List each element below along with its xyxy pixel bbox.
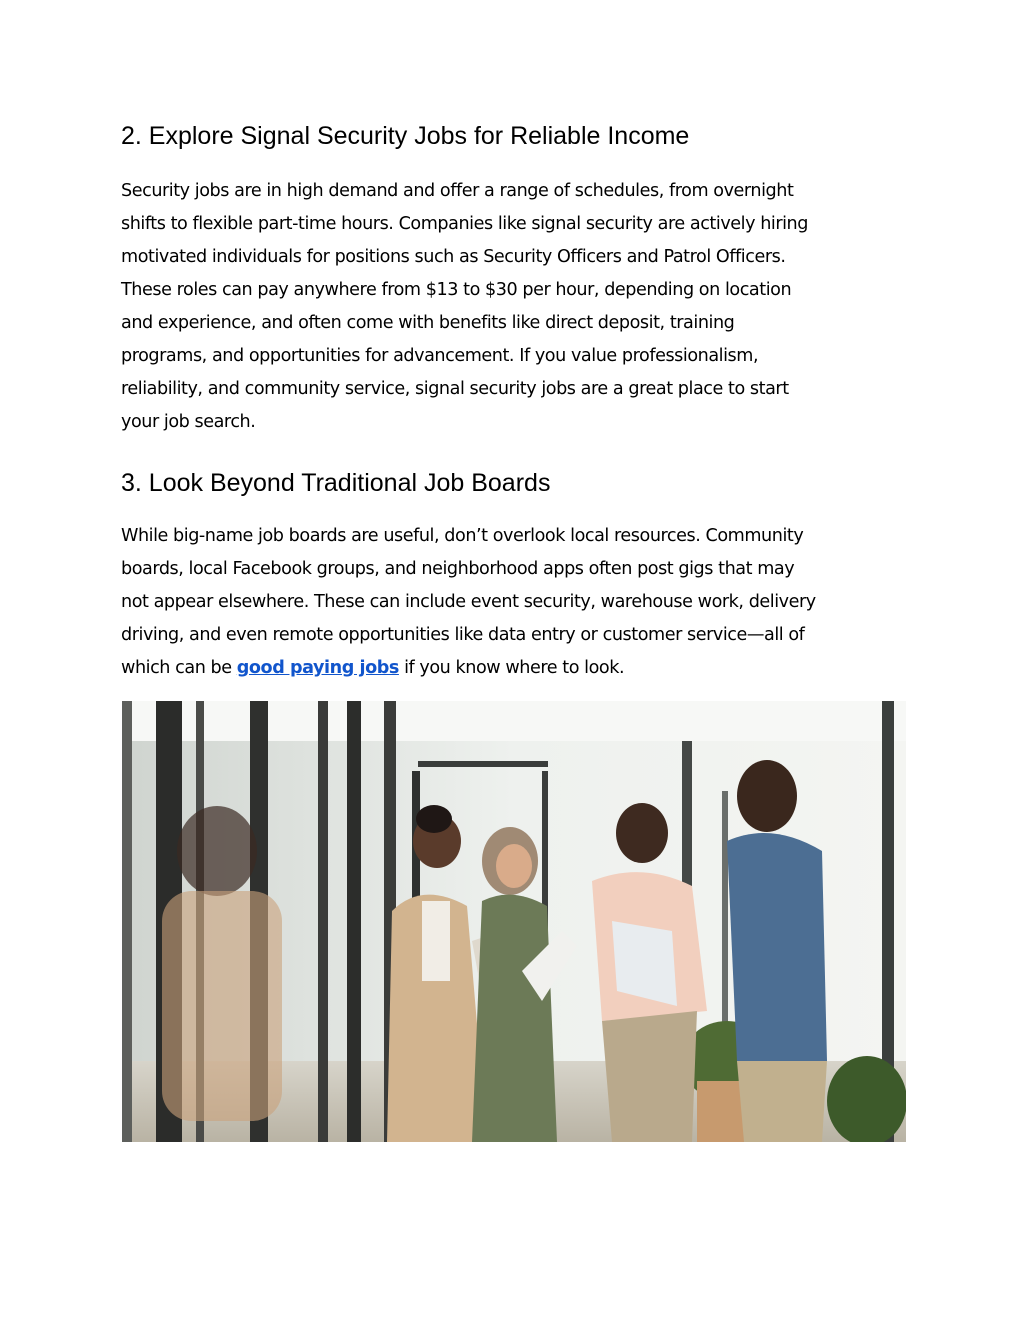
paragraph-job-boards bbox=[121, 520, 911, 685]
office-colleagues-illustration bbox=[122, 701, 906, 1142]
office-colleagues-photo bbox=[122, 701, 906, 1142]
paragraph-line: motivated individuals for positions such as Security Officers and Patrol Officers. bbox=[121, 247, 786, 267]
paragraph-line: While big-name job boards are useful, don’t overlook local resources. Community bbox=[121, 526, 804, 546]
last-line-after-link: if you know where to look. bbox=[398, 658, 625, 678]
paragraph-line: boards, local Facebook groups, and neighborhood apps often post gigs that may bbox=[121, 559, 795, 579]
section-heading-signal-security: 2. Explore Signal Security Jobs for Reliable Income bbox=[121, 122, 690, 150]
paragraph-line: reliability, and community service, signal security jobs are a great place to start bbox=[121, 379, 789, 399]
paragraph-line: shifts to flexible part-time hours. Companies like signal security are actively hiring bbox=[121, 214, 808, 234]
paragraph-line: and experience, and often come with benefits like direct deposit, training bbox=[121, 313, 735, 333]
document-content bbox=[121, 118, 911, 685]
paragraph-last-line bbox=[121, 652, 911, 685]
paragraph-line: your job search. bbox=[121, 412, 256, 432]
paragraph-line: driving, and even remote opportunities like data entry or customer service—all of bbox=[121, 625, 805, 645]
paragraph-line: programs, and opportunities for advancement. If you value professionalism, bbox=[121, 346, 759, 366]
paragraph-line: not appear elsewhere. These can include event security, warehouse work, delivery bbox=[121, 592, 816, 612]
section-heading-job-boards: 3. Look Beyond Traditional Job Boards bbox=[121, 469, 551, 497]
paragraph-line: Security jobs are in high demand and offer a range of schedules, from overnight bbox=[121, 181, 794, 201]
good-paying-jobs-link[interactable]: good paying jobs bbox=[236, 658, 399, 678]
paragraph-signal-security bbox=[121, 175, 911, 439]
last-line-before-link: which can be bbox=[121, 658, 237, 678]
paragraph-line: These roles can pay anywhere from $13 to $30 per hour, depending on location bbox=[121, 280, 792, 300]
